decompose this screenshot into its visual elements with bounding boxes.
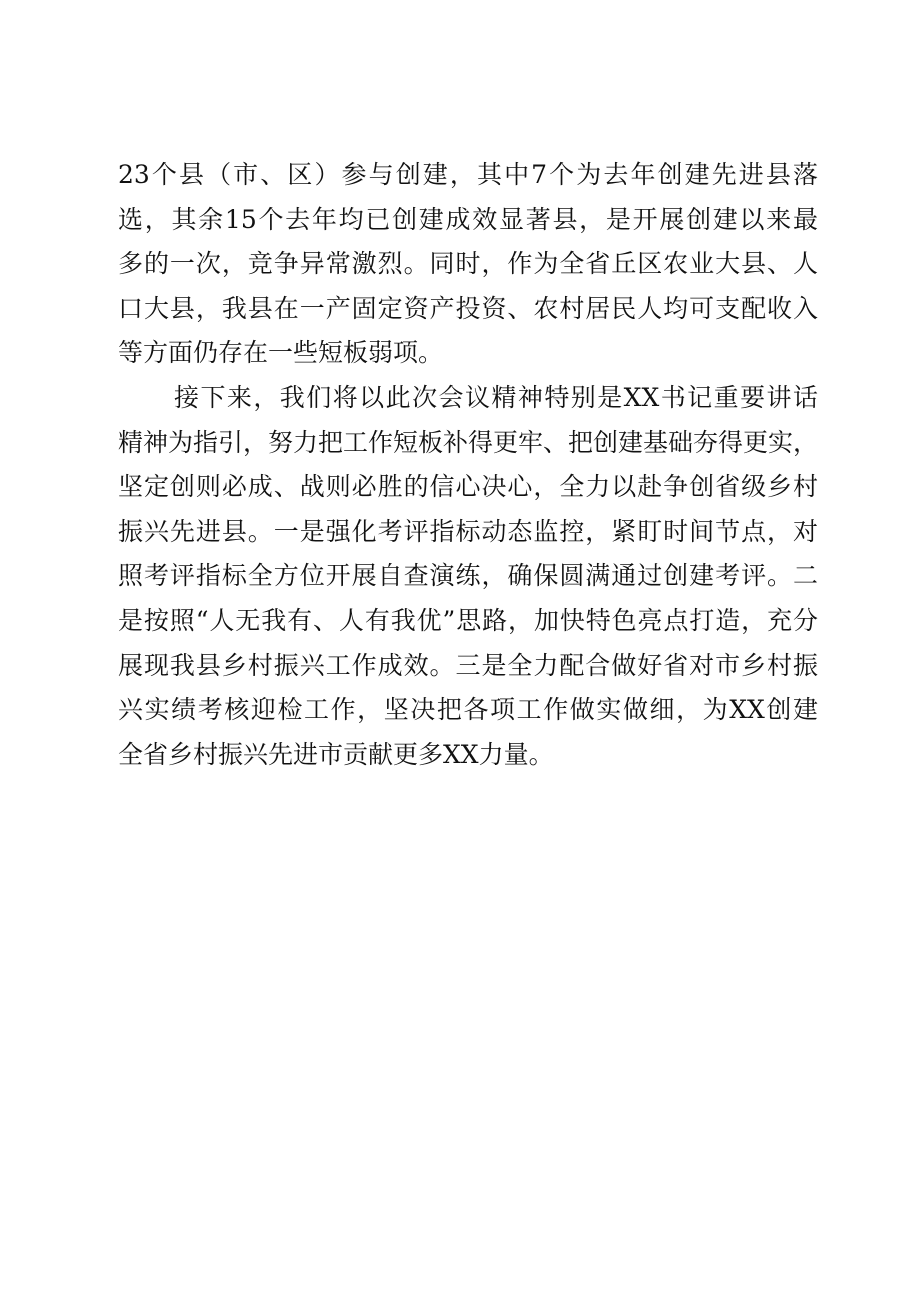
text-line: 口大县，我县在一产固定资产投资、农村居民人均可支配收入 [118,293,818,323]
text-line: 振兴先进县。一是强化考评指标动态监控，紧盯时间节点，对 [118,516,818,546]
text-line: 展现我县乡村振兴工作成效。三是全力配合做好省对市乡村振 [118,650,818,680]
text-line: 坚定创则必成、战则必胜的信心决心，全力以赴争创省级乡村 [118,472,818,502]
text-line: 23个县（市、区）参与创建，其中7个为去年创建先进县落 [118,160,818,189]
body-text [118,153,818,777]
text-line: 多的一次，竞争异常激烈。同时，作为全省丘区农业大县、人 [118,249,818,279]
text-line: 等方面仍存在一些短板弱项。 [118,338,444,368]
text-line: 是按照“人无我有、人有我优”思路，加快特色亮点打造，充分 [118,605,818,635]
paragraph-2 [118,376,818,777]
text-line: 兴实绩考核迎检工作，坚决把各项工作做实做细，为XX创建 [118,695,818,725]
text-line: 精神为指引，努力把工作短板补得更牢、把创建基础夯得更实， [118,427,819,457]
paragraph-1 [118,153,818,376]
text-line: 接下来，我们将以此次会议精神特别是XX书记重要讲话 [174,382,818,412]
text-line: 全省乡村振兴先进市贡献更多XX力量。 [118,739,554,769]
text-line: 照考评指标全方位开展自查演练，确保圆满通过创建考评。二 [118,561,818,591]
text-line: 选，其余15个去年均已创建成效显著县，是开展创建以来最 [118,204,818,234]
